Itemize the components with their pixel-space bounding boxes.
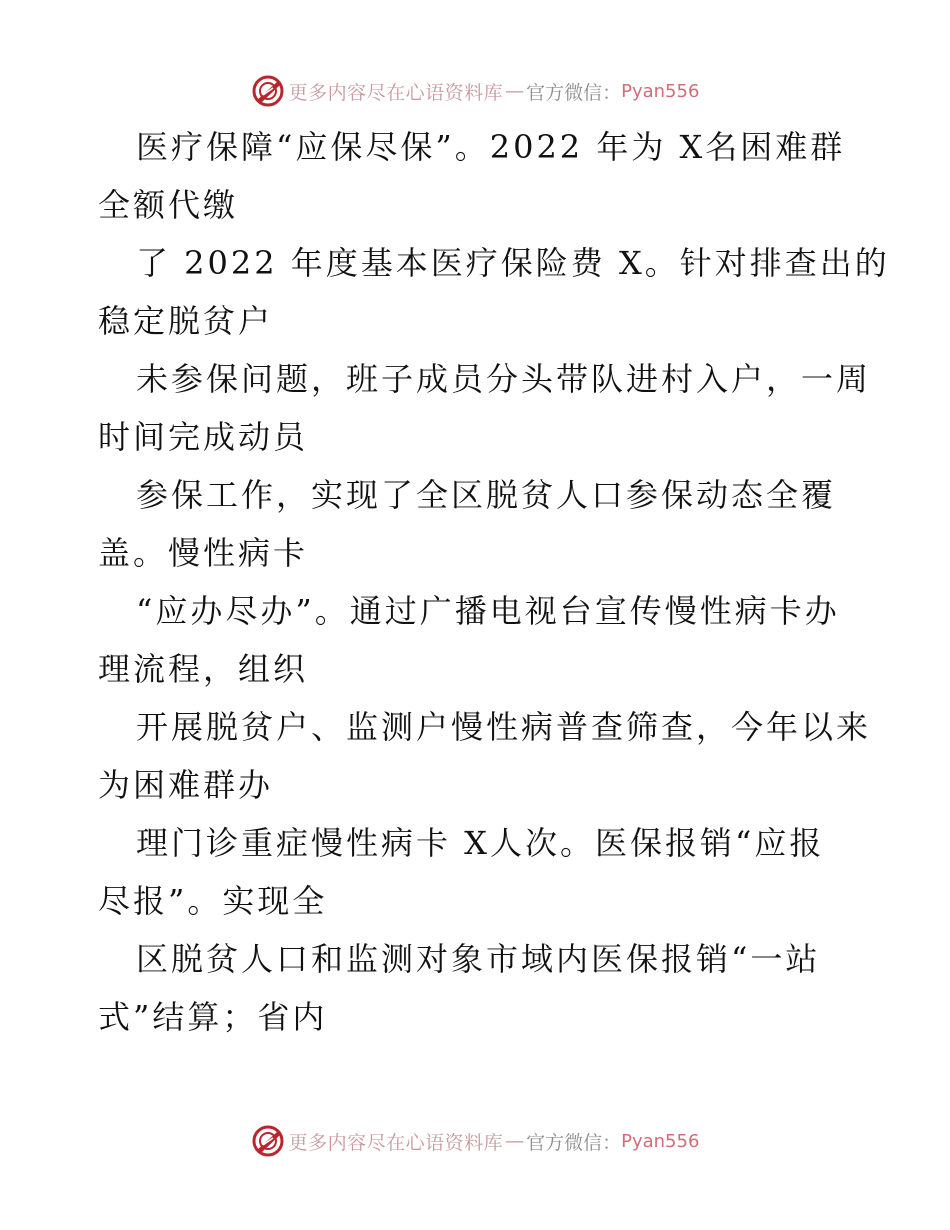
banner-separator: —	[505, 1130, 525, 1152]
banner-text: 更多内容尽在心语资料库	[288, 81, 504, 104]
paragraph-line: 尽报”。实现全	[98, 882, 328, 920]
banner-wechat-id: Pyan556	[621, 80, 700, 102]
paragraph-line: 理流程，组织	[98, 650, 309, 688]
paragraph-line: 未参保问题，班子成员分头带队进村入户，一周	[136, 360, 872, 398]
header-banner	[0, 71, 950, 111]
paragraph-line: 盖。慢性病卡	[98, 534, 309, 572]
paragraph	[98, 118, 858, 234]
paragraph	[98, 234, 890, 350]
paragraph-line: 区脱贫人口和监测对象市域内医保报销“一站	[136, 940, 821, 978]
paragraph-line: 医疗保障“应保尽保”。2022 年为 X名困难群	[136, 128, 846, 166]
paragraph-line: 参保工作，实现了全区脱贫人口参保动态全覆	[136, 476, 837, 514]
paragraph-line: 为困难群办	[98, 766, 274, 804]
paragraph	[98, 698, 872, 814]
banner-separator: —	[505, 80, 525, 102]
paragraph	[98, 814, 858, 930]
paragraph-line: 了 2022 年度基本医疗保险费 X。针对排查出的	[136, 244, 890, 282]
paragraph-line: 时间完成动员	[98, 418, 309, 456]
paragraph-line: 式”结算；省内	[98, 998, 328, 1036]
paragraph-line: 理门诊重症慢性病卡 X人次。医保报销“应报	[136, 824, 825, 862]
paragraph-line: 开展脱贫户、监测户慢性病普查筛查，今年以来	[136, 708, 872, 746]
banner-text: 更多内容尽在心语资料库	[288, 1131, 504, 1154]
paragraph-line: 稳定脱贫户	[98, 302, 274, 340]
paragraph	[98, 582, 858, 698]
banner-wechat-label: 官方微信：	[526, 1131, 622, 1154]
banner-wechat-id: Pyan556	[621, 1130, 700, 1152]
paragraph-line: “应办尽办”。通过广播电视台宣传慢性病卡办	[136, 592, 840, 630]
paragraph	[98, 350, 872, 466]
document-body	[98, 118, 890, 1046]
banner-wechat-label: 官方微信：	[526, 81, 622, 104]
paragraph	[98, 930, 858, 1046]
red-seal-logo-icon	[251, 1124, 285, 1158]
paragraph	[98, 466, 858, 582]
footer-banner	[0, 1121, 950, 1161]
red-seal-logo-icon	[251, 74, 285, 108]
paragraph-line: 全额代缴	[98, 186, 239, 224]
